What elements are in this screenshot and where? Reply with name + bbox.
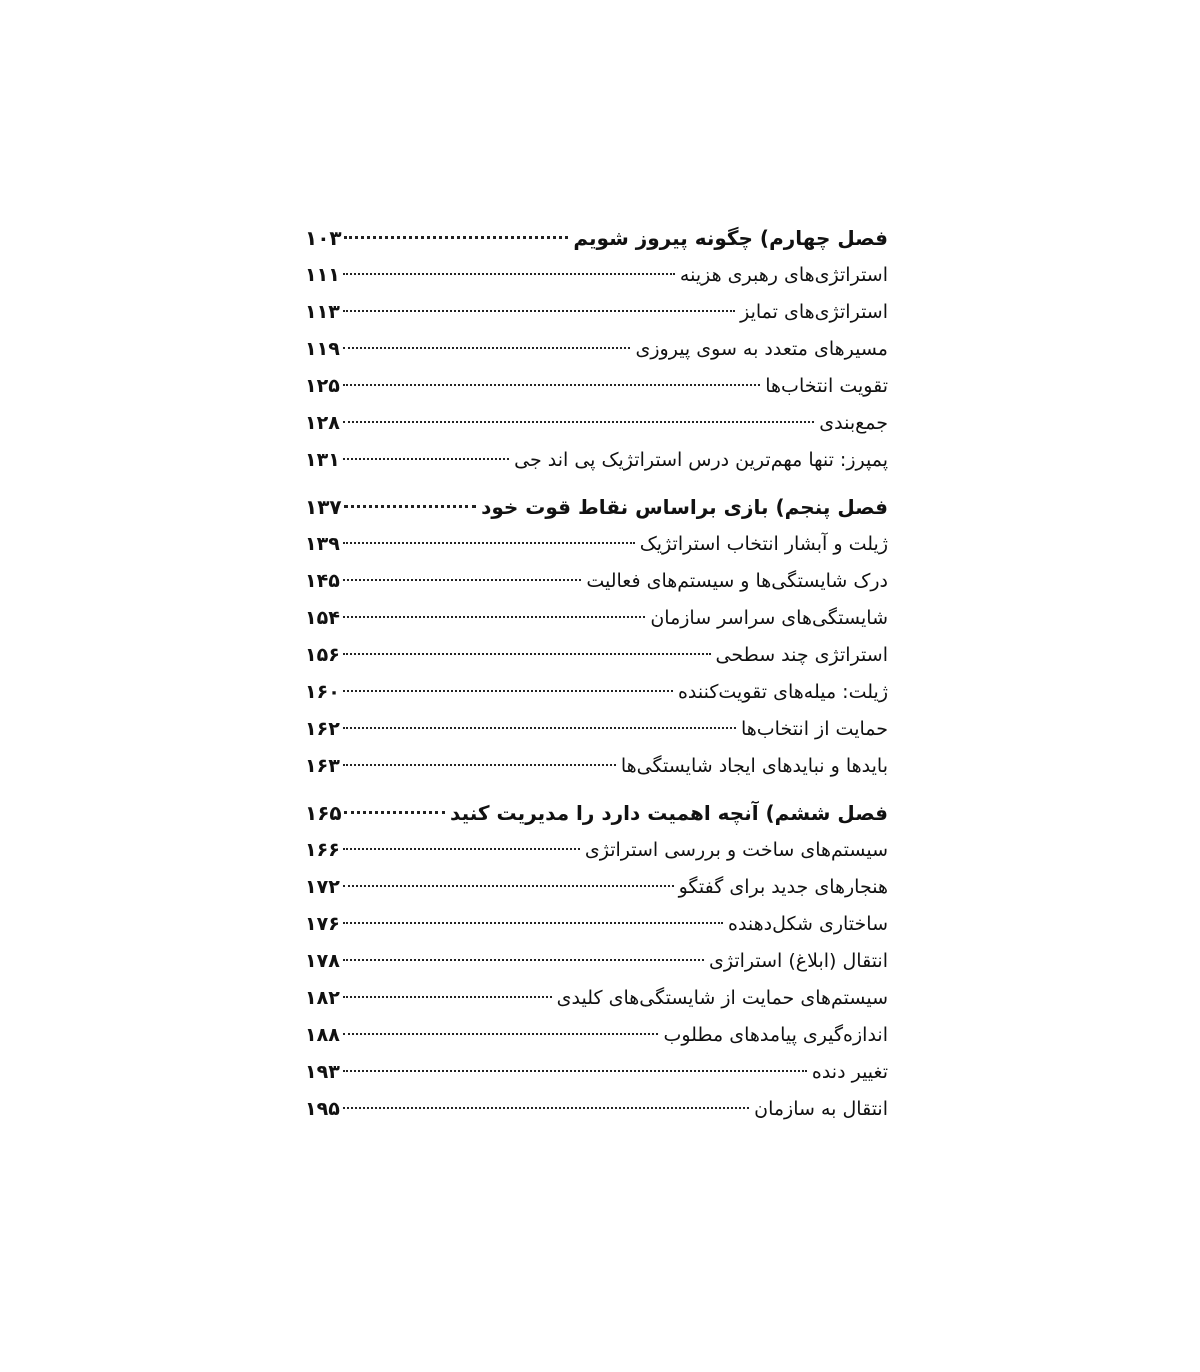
- chapter-heading[interactable]: [305, 795, 888, 832]
- entry-page-number: ۱۱۹: [305, 338, 340, 360]
- toc-entry[interactable]: [305, 368, 888, 405]
- chapter-page-number: ۱۳۷: [305, 495, 342, 519]
- toc-entry[interactable]: [305, 637, 888, 674]
- entry-page-number: ۱۶۰: [305, 681, 340, 703]
- entry-page-number: ۱۴۵: [305, 570, 340, 592]
- entry-page-number: ۱۸۲: [305, 987, 340, 1009]
- toc-entry[interactable]: [305, 331, 888, 368]
- toc-entry[interactable]: [305, 748, 888, 785]
- entry-page-number: ۱۵۴: [305, 607, 340, 629]
- entry-title: استراتژی‌های تمایز: [740, 301, 888, 323]
- dot-leader: [344, 505, 476, 508]
- dot-leader: [343, 347, 630, 349]
- entry-page-number: ۱۷۸: [305, 950, 340, 972]
- toc-entry[interactable]: [305, 980, 888, 1017]
- toc-entry[interactable]: [305, 526, 888, 563]
- entry-title: درک شایستگی‌ها و سیستم‌های فعالیت: [586, 570, 888, 592]
- chapter-title: فصل پنجم) بازی براساس نقاط قوت خود: [481, 495, 888, 519]
- toc-entry[interactable]: [305, 563, 888, 600]
- entry-page-number: ۱۵۶: [305, 644, 340, 666]
- entry-title: مسیرهای متعدد به سوی پیروزی: [635, 338, 888, 360]
- dot-leader: [343, 458, 509, 460]
- entry-title: تغییر دنده: [811, 1061, 888, 1083]
- dot-leader: [343, 885, 674, 887]
- entry-page-number: ۱۶۶: [305, 839, 340, 861]
- dot-leader: [343, 616, 645, 618]
- entry-title: بایدها و نبایدهای ایجاد شایستگی‌ها: [620, 755, 888, 777]
- entry-page-number: ۱۹۳: [305, 1061, 340, 1083]
- toc-section-chapter-6: [305, 795, 888, 1128]
- dot-leader: [343, 690, 673, 692]
- toc-entry[interactable]: [305, 674, 888, 711]
- toc-entry[interactable]: [305, 1017, 888, 1054]
- toc-entry[interactable]: [305, 869, 888, 906]
- entry-page-number: ۱۲۸: [305, 412, 340, 434]
- entry-title: حمایت از انتخاب‌ها: [740, 718, 888, 740]
- toc-entry[interactable]: [305, 832, 888, 869]
- entry-page-number: ۱۱۱: [305, 264, 340, 286]
- toc-section-chapter-4: [305, 220, 888, 479]
- dot-leader: [343, 310, 735, 312]
- chapter-page-number: ۱۰۳: [305, 226, 342, 250]
- dot-leader: [343, 384, 760, 386]
- entry-page-number: ۱۳۹: [305, 533, 340, 555]
- toc-entry[interactable]: [305, 1091, 888, 1128]
- toc-entry[interactable]: [305, 294, 888, 331]
- dot-leader: [343, 959, 704, 961]
- entry-title: ژیلت: میله‌های تقویت‌کننده: [677, 681, 888, 703]
- toc-entry[interactable]: [305, 257, 888, 294]
- toc-entry[interactable]: [305, 442, 888, 479]
- toc-entry[interactable]: [305, 711, 888, 748]
- table-of-contents: [305, 220, 888, 1128]
- entry-title: ژیلت و آبشار انتخاب استراتژیک: [639, 533, 888, 555]
- chapter-title: فصل چهارم) چگونه پیروز شویم: [573, 226, 888, 250]
- chapter-page-number: ۱۶۵: [305, 801, 342, 825]
- dot-leader: [343, 1033, 658, 1035]
- toc-entry[interactable]: [305, 1054, 888, 1091]
- dot-leader: [343, 273, 675, 275]
- entry-page-number: ۱۶۳: [305, 755, 340, 777]
- entry-title: شایستگی‌های سراسر سازمان: [650, 607, 888, 629]
- entry-title: استراتژی چند سطحی: [715, 644, 888, 666]
- dot-leader: [343, 848, 580, 850]
- entry-title: سیستم‌های ساخت و بررسی استراتژی: [584, 839, 888, 861]
- dot-leader: [344, 811, 445, 814]
- dot-leader: [343, 421, 814, 423]
- entry-title: استراتژی‌های رهبری هزینه: [679, 264, 888, 286]
- toc-section-chapter-5: [305, 489, 888, 785]
- dot-leader: [343, 542, 635, 544]
- entry-title: انتقال به سازمان: [754, 1098, 888, 1120]
- entry-title: جمع‌بندی: [819, 412, 888, 434]
- dot-leader: [343, 727, 736, 729]
- dot-leader: [343, 922, 723, 924]
- entry-page-number: ۱۲۵: [305, 375, 340, 397]
- toc-entry[interactable]: [305, 943, 888, 980]
- entry-title: انتقال (ابلاغ) استراتژی: [709, 950, 888, 972]
- entry-title: پمپرز: تنها مهم‌ترین درس استراتژیک پی اند جی: [514, 449, 888, 471]
- entry-title: هنجارهای جدید برای گفتگو: [678, 876, 888, 898]
- entry-page-number: ۱۳۱: [305, 449, 340, 471]
- dot-leader: [343, 1070, 807, 1072]
- entry-page-number: ۱۷۲: [305, 876, 340, 898]
- entry-page-number: ۱۷۶: [305, 913, 340, 935]
- dot-leader: [344, 236, 569, 239]
- entry-page-number: ۱۶۲: [305, 718, 340, 740]
- entry-title: سیستم‌های حمایت از شایستگی‌های کلیدی: [556, 987, 888, 1009]
- dot-leader: [343, 996, 552, 998]
- toc-entry[interactable]: [305, 405, 888, 442]
- entry-title: ساختاری شکل‌دهنده: [727, 913, 888, 935]
- chapter-title: فصل ششم) آنچه اهمیت دارد را مدیریت کنید: [450, 801, 888, 825]
- entry-page-number: ۱۹۵: [305, 1098, 340, 1120]
- toc-entry[interactable]: [305, 906, 888, 943]
- dot-leader: [343, 579, 581, 581]
- entry-page-number: ۱۸۸: [305, 1024, 340, 1046]
- entry-page-number: ۱۱۳: [305, 301, 340, 323]
- chapter-heading[interactable]: [305, 220, 888, 257]
- entry-title: اندازه‌گیری پیامدهای مطلوب: [663, 1024, 888, 1046]
- toc-entry[interactable]: [305, 600, 888, 637]
- entry-title: تقویت انتخاب‌ها: [765, 375, 888, 397]
- chapter-heading[interactable]: [305, 489, 888, 526]
- dot-leader: [343, 764, 616, 766]
- dot-leader: [343, 1107, 749, 1109]
- dot-leader: [343, 653, 711, 655]
